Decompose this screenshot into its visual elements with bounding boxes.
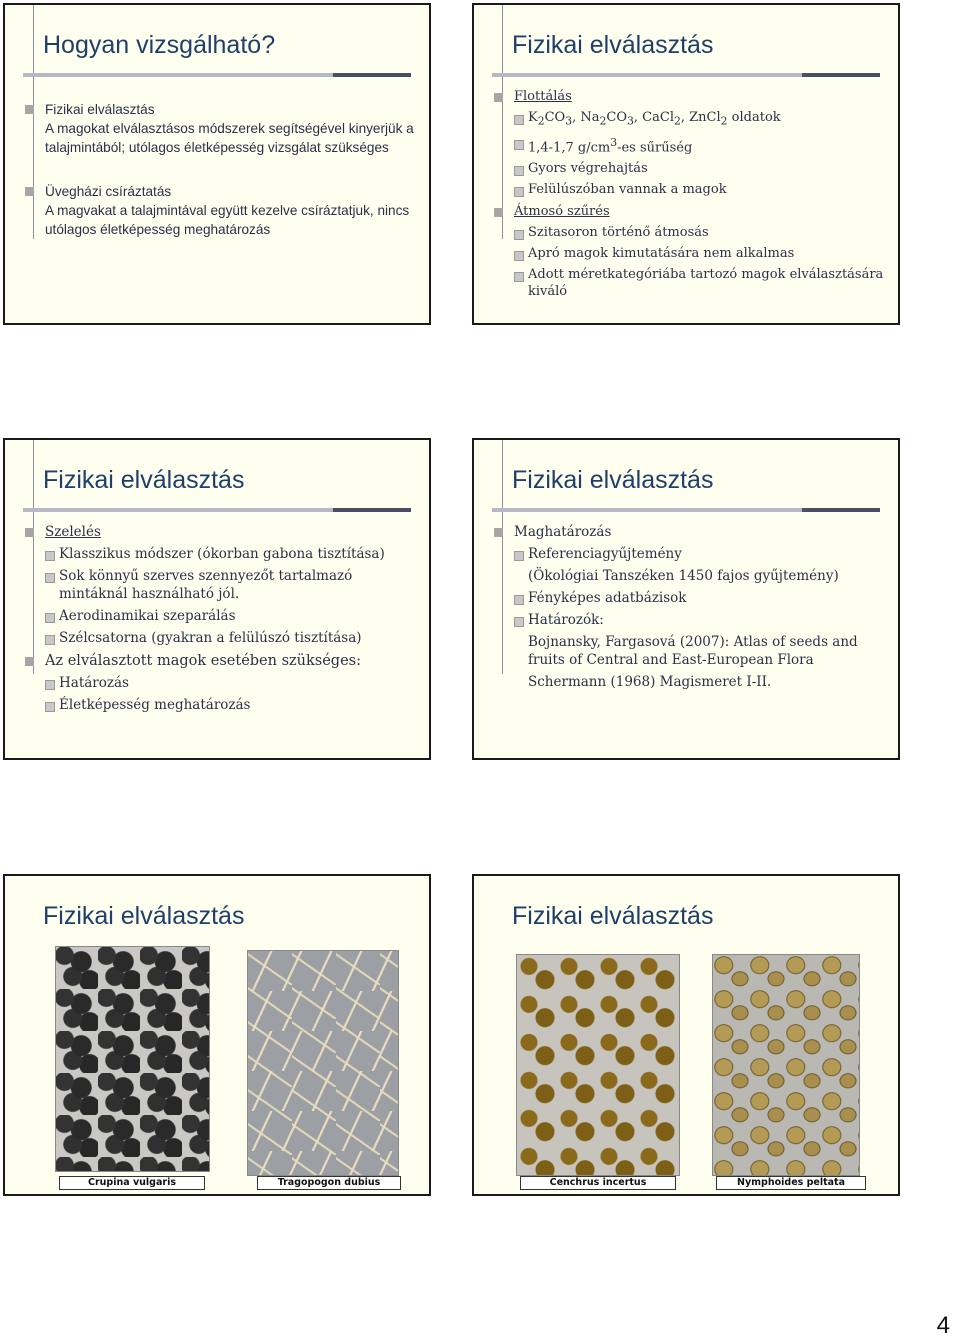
bullet-text: A magvakat a talajmintával együtt kezelve csíráztatjuk, nincs utólagos életképesség meghatározás: [45, 203, 410, 237]
sub-bullet: Adott méretkategóriába tartozó magok elválasztására kiváló: [502, 266, 886, 300]
seed-photo-nymphoides: [712, 954, 860, 1176]
seed-photo-cenchrus: [516, 954, 680, 1176]
sub-bullet-density: 1,4-1,7 $g/cm^3-es$ sűrűség: [502, 134, 886, 156]
sub-bullet: Felülúszóban vannak a magok: [502, 181, 886, 198]
title-underline-accent: [802, 508, 880, 512]
slide-title: Fizikai elválasztás: [512, 466, 714, 494]
slide-2: [472, 3, 900, 325]
photo-caption: Tragopogon dubius: [257, 1176, 401, 1190]
sub-bullet: Szitasoron történő átmosás: [502, 224, 886, 241]
title-underline-accent: [333, 73, 411, 77]
sub-bullet: Határozás: [33, 674, 417, 692]
bullet-heading: Fizikai elválasztás: [33, 100, 417, 119]
sub-bullet: Aerodinamikai szeparálás: [33, 607, 417, 625]
slide-content: [502, 518, 886, 691]
slide-5: [3, 874, 431, 1196]
sub-bullet: Életképesség meghatározás: [33, 696, 417, 714]
sub-bullet-note: (Ökológiai Tanszéken 1450 fajos gyűjtemény): [528, 568, 839, 584]
sub-bullet: Határozók:: [502, 611, 886, 629]
slide-6: [472, 874, 900, 1196]
title-underline-accent: [802, 73, 880, 77]
photo-caption: Crupina vulgaris: [59, 1176, 205, 1190]
sub-bullet-chemicals: $K_2CO_3$, $Na_2CO_3$, CaCl$_2$, ZnCl$_2$ oldatok: [502, 109, 886, 130]
slide-3: [3, 438, 431, 760]
sub-bullet: Klasszikus módszer (ókorban gabona tisztítása): [33, 545, 417, 563]
slide-title: Fizikai elválasztás: [512, 902, 714, 930]
seed-photo-crupina: [55, 946, 210, 1172]
slide-title: Hogyan vizsgálható?: [43, 31, 276, 59]
slide-content: [33, 95, 417, 239]
bullet-heading-flottalas: Flottálás: [502, 88, 886, 105]
page-number: 4: [936, 1312, 950, 1339]
sub-bullet: Gyors végrehajtás: [502, 160, 886, 177]
bullet-heading: Üvegházi csíráztatás: [33, 182, 417, 201]
slide-1: [3, 3, 431, 325]
sub-bullet: Apró magok kimutatására nem alkalmas: [502, 245, 886, 262]
reference-text: Bojnansky, Fargasová (2007): Atlas of seeds and fruits of Central and East-European Flora: [528, 634, 858, 668]
bullet-heading-szeleles: Szelelés: [33, 523, 417, 541]
bullet-heading-atmoso-szures: Átmosó szűrés: [502, 203, 886, 220]
reference-text: Schermann (1968) Magismeret I-II.: [528, 674, 772, 690]
slide-title: Fizikai elválasztás: [43, 466, 245, 494]
slide-content: [502, 83, 886, 300]
bullet-text: A magokat elválasztásos módszerek segítségével kinyerjük a talajmintából; utólagos életképesség vizsgálat szükséges: [45, 121, 414, 155]
slide-title: Fizikai elválasztás: [43, 902, 245, 930]
sub-bullet: Referenciagyűjtemény: [502, 545, 886, 563]
photo-caption: Cenchrus incertus: [520, 1176, 676, 1190]
slide-title: Fizikai elválasztás: [512, 31, 714, 59]
bullet-heading: Az elválasztott magok esetében szükséges:: [33, 652, 417, 670]
sub-bullet: Sok könnyű szerves szennyezőt tartalmazó mintáknál használható jól.: [33, 567, 417, 603]
title-underline-accent: [333, 508, 411, 512]
slide-content: [33, 518, 417, 714]
photo-caption: Nymphoides peltata: [716, 1176, 866, 1190]
seed-photo-tragopogon: [247, 950, 399, 1176]
bullet-heading: Maghatározás: [502, 523, 886, 541]
sub-bullet: Szélcsatorna (gyakran a felülúszó tisztítása): [33, 629, 417, 647]
slide-4: [472, 438, 900, 760]
sub-bullet: Fényképes adatbázisok: [502, 589, 886, 607]
